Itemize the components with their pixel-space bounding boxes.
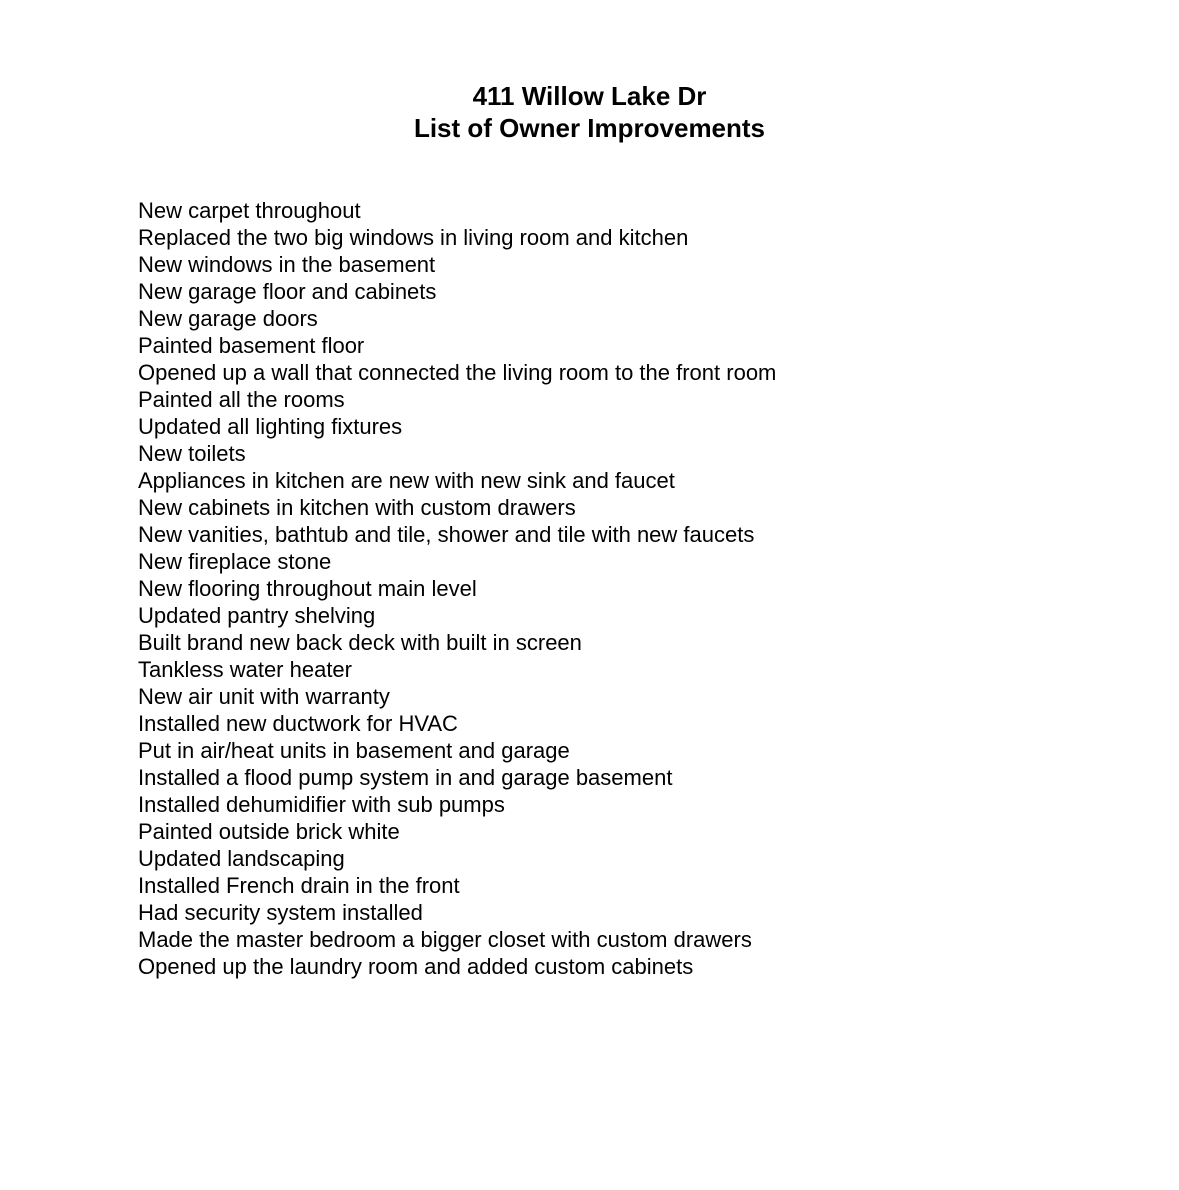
list-item: Painted basement floor <box>138 333 365 358</box>
list-item: New cabinets in kitchen with custom drawers <box>138 495 576 520</box>
list-item: Opened up a wall that connected the living room to the front room <box>138 360 777 385</box>
list-item: New garage floor and cabinets <box>138 279 437 304</box>
list-item: New flooring throughout main level <box>138 576 477 601</box>
list-item: Updated pantry shelving <box>138 603 376 628</box>
improvements-list <box>138 197 776 980</box>
list-item: New windows in the basement <box>138 252 436 277</box>
list-item: New air unit with warranty <box>138 684 390 709</box>
list-item: Built brand new back deck with built in screen <box>138 630 582 655</box>
list-item: Installed French drain in the front <box>138 873 460 898</box>
list-item: Painted all the rooms <box>138 387 345 412</box>
list-item: Installed new ductwork for HVAC <box>138 711 458 736</box>
list-item: Installed dehumidifier with sub pumps <box>138 792 505 817</box>
list-item: Appliances in kitchen are new with new sink and faucet <box>138 468 675 493</box>
list-item: Installed a flood pump system in and garage basement <box>138 765 673 790</box>
list-item: New garage doors <box>138 306 318 331</box>
list-item: Updated all lighting fixtures <box>138 414 403 439</box>
list-item: Put in air/heat units in basement and garage <box>138 738 570 763</box>
list-item: Opened up the laundry room and added custom cabinets <box>138 954 694 979</box>
list-item: New fireplace stone <box>138 549 332 574</box>
list-item: Updated landscaping <box>138 846 345 871</box>
list-item: Made the master bedroom a bigger closet with custom drawers <box>138 927 752 952</box>
list-item: New toilets <box>138 441 246 466</box>
document-title: List of Owner Improvements <box>413 113 766 143</box>
list-item: Had security system installed <box>138 900 423 925</box>
list-item: Replaced the two big windows in living room and kitchen <box>138 225 689 250</box>
document-header <box>0 80 1179 144</box>
list-item: New carpet throughout <box>138 198 361 223</box>
list-item: New vanities, bathtub and tile, shower and tile with new faucets <box>138 522 755 547</box>
list-item: Tankless water heater <box>138 657 352 682</box>
property-address: 411 Willow Lake Dr <box>472 81 707 111</box>
list-item: Painted outside brick white <box>138 819 400 844</box>
